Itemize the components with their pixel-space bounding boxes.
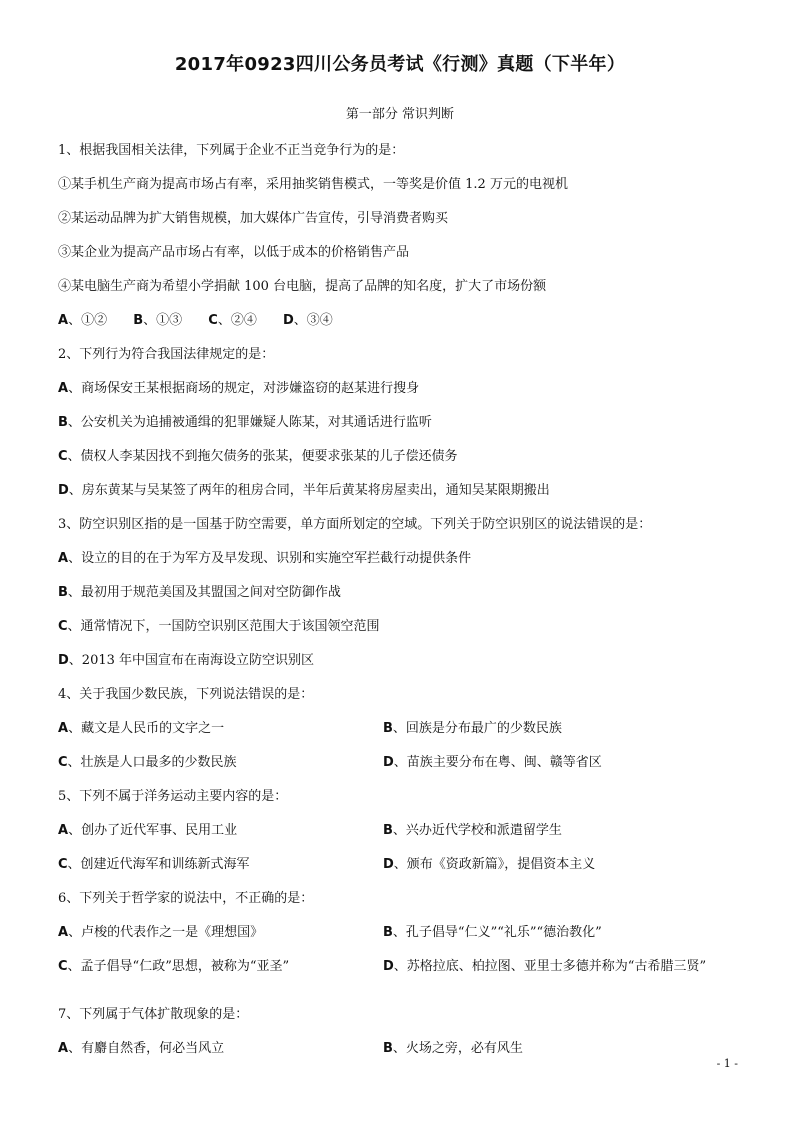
question-5-option-a: A、创办了近代军事、民用工业 bbox=[58, 823, 238, 838]
question-6-option-d: D、苏格拉底、柏拉图、亚里士多德并称为“古希腊三贤” bbox=[383, 959, 707, 974]
question-2-option-d: D、房东黄某与吴某签了两年的租房合同，半年后黄某将房屋卖出，通知吴某限期搬出 bbox=[58, 483, 550, 498]
question-3-option-c: C、通常情况下，一国防空识别区范围大于该国领空范围 bbox=[58, 619, 380, 634]
question-1-stem: 1、根据我国相关法律，下列属于企业不正当竞争行为的是： bbox=[58, 143, 405, 158]
question-2-stem: 2、下列行为符合我国法律规定的是： bbox=[58, 347, 275, 362]
question-7-option-a: A、有麝自然香，何必当风立 bbox=[58, 1041, 225, 1056]
question-1-item-1: ①某手机生产商为提高市场占有率，采用抽奖销售模式，一等奖是价值 1.2 万元的电视机 bbox=[58, 177, 568, 192]
question-5-option-b: B、兴办近代学校和派遣留学生 bbox=[383, 823, 562, 838]
question-6-option-b: B、孔子倡导“仁义”“礼乐”“德治教化” bbox=[383, 925, 602, 940]
question-4-option-b: B、回族是分布最广的少数民族 bbox=[383, 721, 562, 736]
option-d: D、③④ bbox=[283, 313, 333, 328]
question-3-option-d: D、2013 年中国宣布在南海设立防空识别区 bbox=[58, 653, 315, 668]
question-7-stem: 7、下列属于气体扩散现象的是： bbox=[58, 1007, 249, 1022]
question-6-option-c: C、孟子倡导“仁政”思想，被称为“亚圣” bbox=[58, 959, 290, 974]
question-5-option-d: D、颁布《资政新篇》，提倡资本主义 bbox=[383, 857, 596, 872]
option-a: A、①② bbox=[58, 313, 108, 328]
page-number: - 1 - bbox=[716, 1057, 738, 1070]
question-2-option-a: A、商场保安王某根据商场的规定，对涉嫌盗窃的赵某进行搜身 bbox=[58, 381, 420, 396]
question-4-stem: 4、关于我国少数民族，下列说法错误的是： bbox=[58, 687, 314, 702]
question-6-stem: 6、下列关于哲学家的说法中，不正确的是： bbox=[58, 891, 314, 906]
option-c: C、②④ bbox=[208, 313, 257, 328]
option-b: B、①③ bbox=[133, 313, 183, 328]
question-3-stem: 3、防空识别区指的是一国基于防空需要，单方面所划定的空域。下列关于防空识别区的说法错误的是： bbox=[58, 517, 652, 532]
question-3-option-a: A、设立的目的在于为军方及早发现、识别和实施空军拦截行动提供条件 bbox=[58, 551, 472, 566]
question-1-item-4: ④某电脑生产商为希望小学捐献 100 台电脑，提高了品牌的知名度，扩大了市场份额 bbox=[58, 279, 547, 294]
question-4-option-a: A、藏文是人民币的文字之一 bbox=[58, 721, 225, 736]
question-2-option-c: C、债权人李某因找不到拖欠债务的张某，便要求张某的儿子偿还债务 bbox=[58, 449, 458, 464]
question-2-option-b: B、公安机关为追捕被通缉的犯罪嫌疑人陈某，对其通话进行监听 bbox=[58, 415, 432, 430]
question-3-option-b: B、最初用于规范美国及其盟国之间对空防御作战 bbox=[58, 585, 341, 600]
question-7-option-b: B、火场之旁，必有风生 bbox=[383, 1041, 523, 1056]
document-title: 2017年0923四川公务员考试《行测》真题（下半年） bbox=[174, 54, 626, 75]
section-heading: 第一部分 常识判断 bbox=[345, 107, 455, 122]
question-4-option-d: D、苗族主要分布在粤、闽、赣等省区 bbox=[383, 755, 602, 770]
question-1-item-3: ③某企业为提高产品市场占有率，以低于成本的价格销售产品 bbox=[58, 245, 410, 260]
question-1-options bbox=[58, 309, 333, 328]
question-6-option-a: A、卢梭的代表作之一是《理想国》 bbox=[58, 925, 264, 940]
question-5-option-c: C、创建近代海军和训练新式海军 bbox=[58, 857, 250, 872]
question-5-stem: 5、下列不属于洋务运动主要内容的是： bbox=[58, 789, 288, 804]
question-1-item-2: ②某运动品牌为扩大销售规模，加大媒体广告宣传，引导消费者购买 bbox=[58, 211, 449, 226]
question-4-option-c: C、壮族是人口最多的少数民族 bbox=[58, 755, 237, 770]
